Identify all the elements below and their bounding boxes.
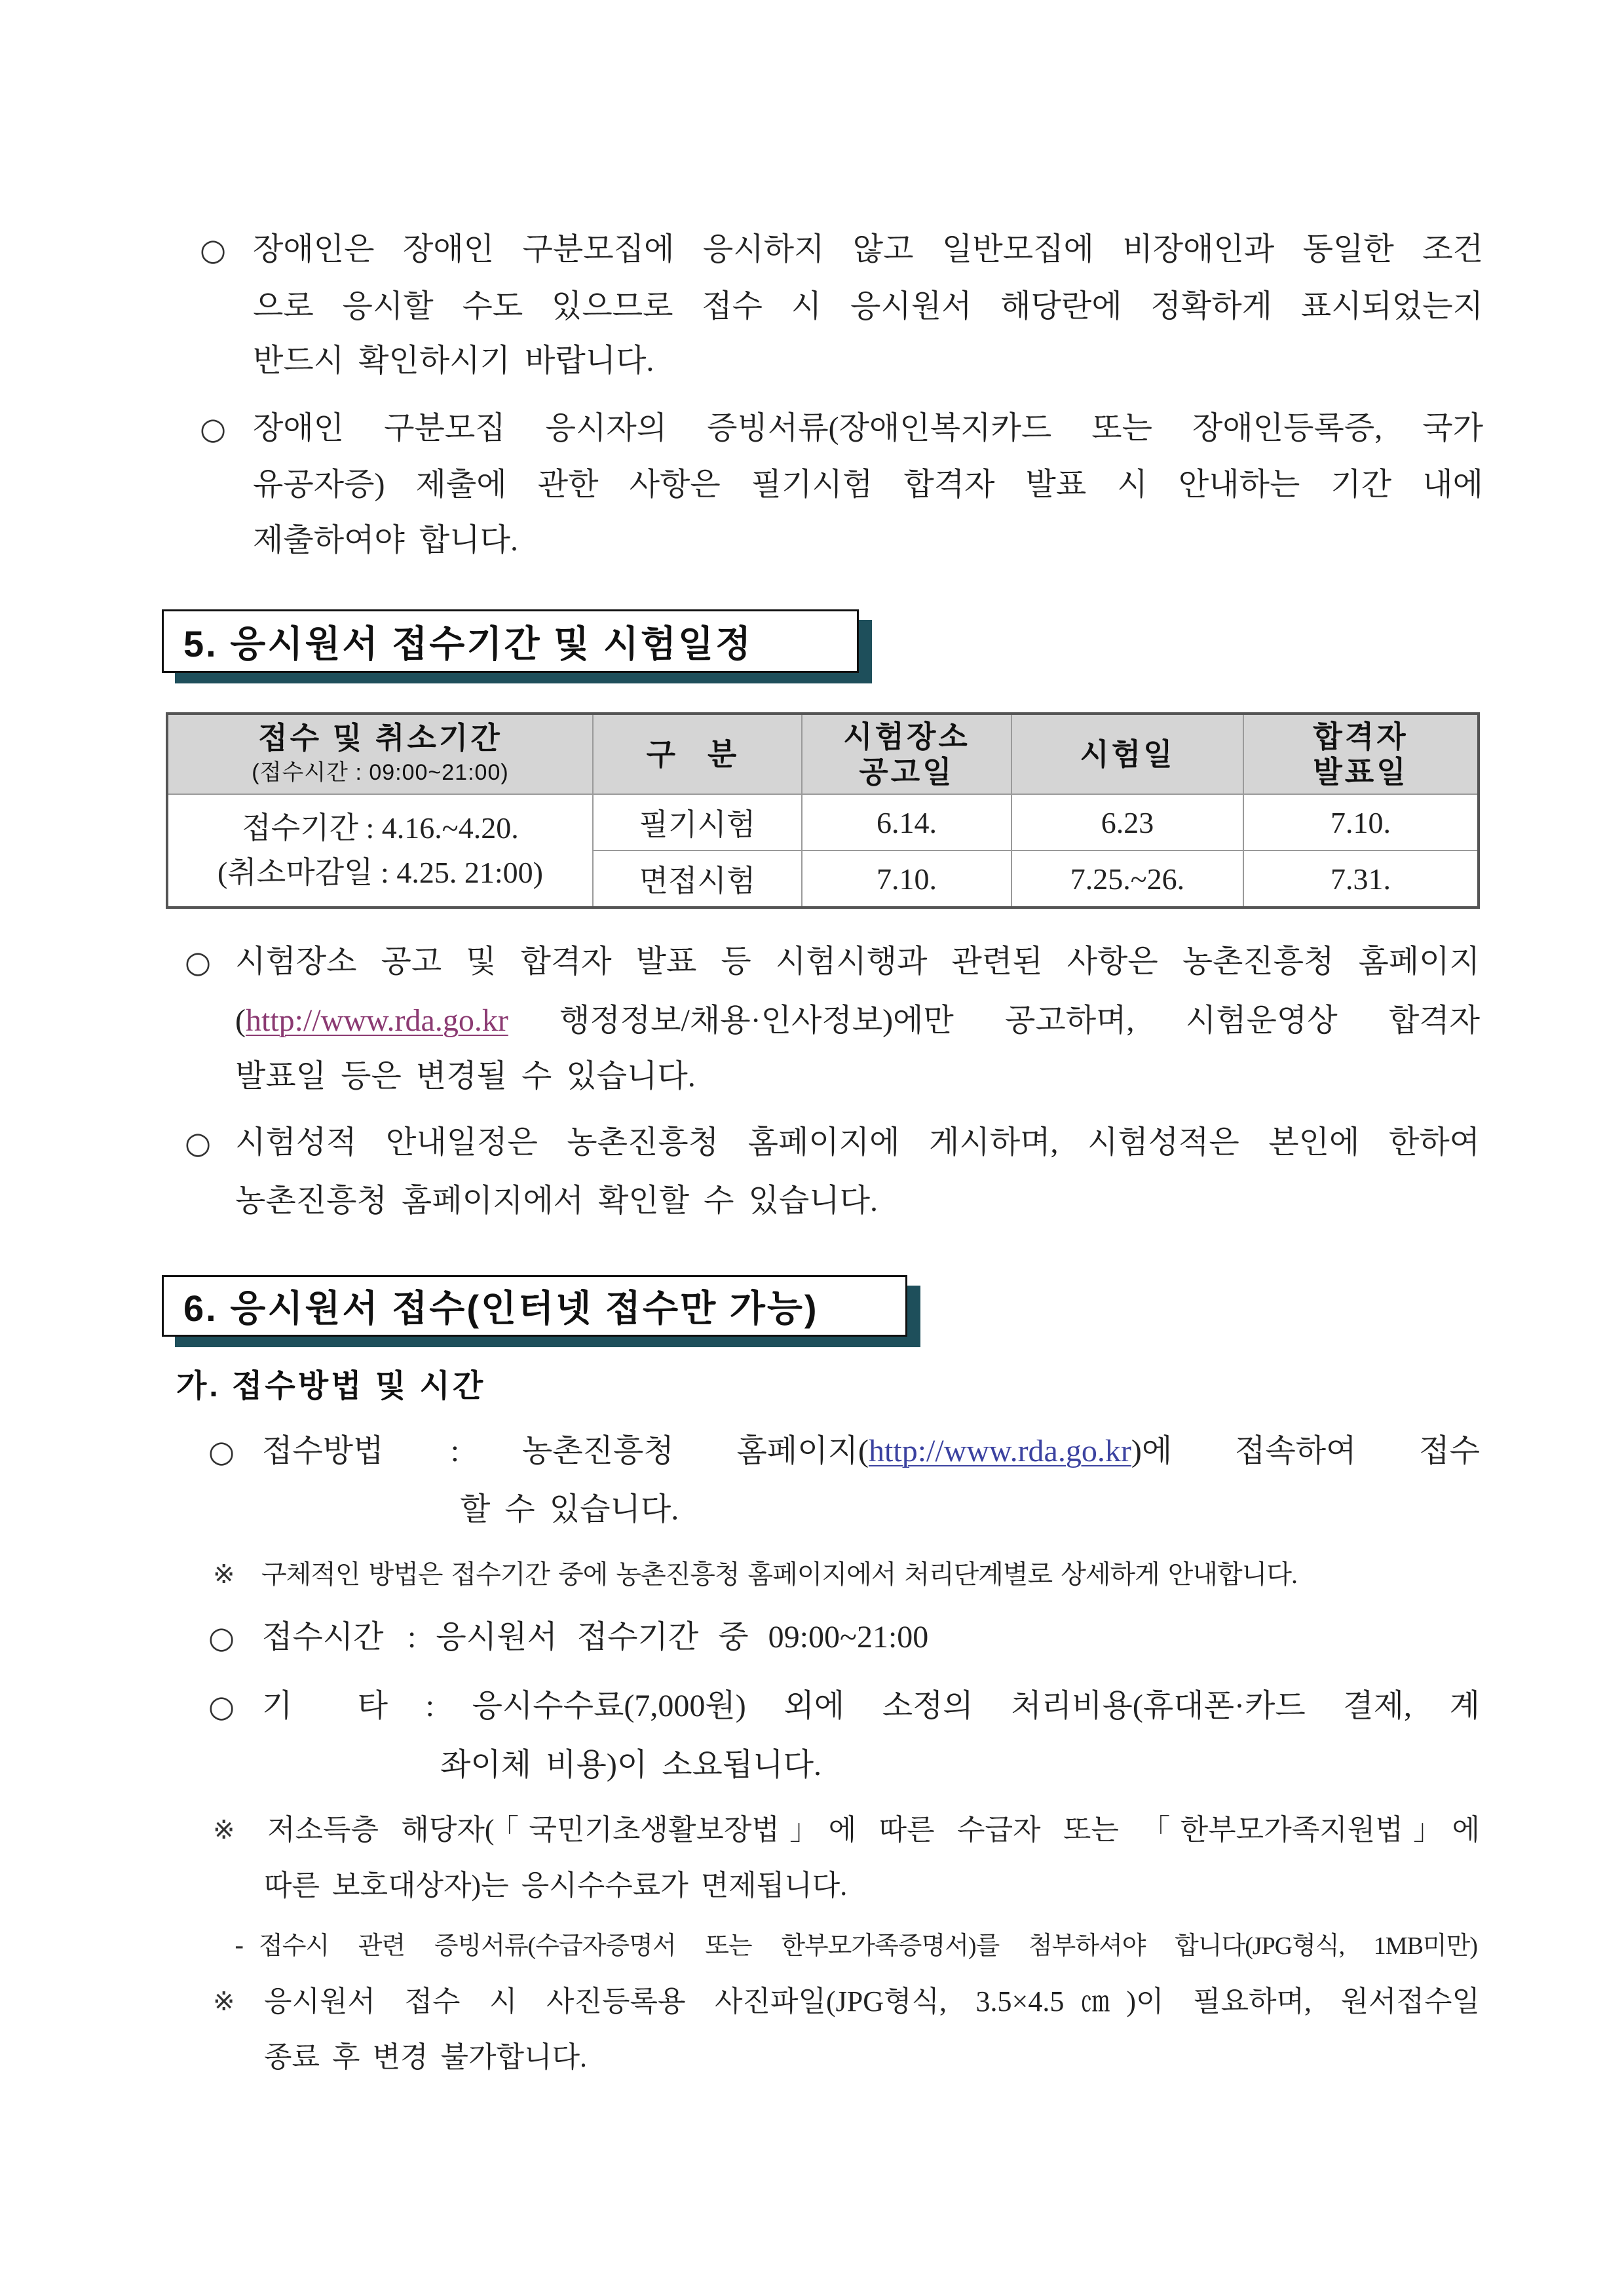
cancellation-deadline: (취소마감일 : 4.25. 21:00) <box>217 856 543 889</box>
header-venue-notice-line2: 공고일 <box>859 755 954 789</box>
schedule-table <box>166 712 1480 909</box>
bullet-marker: ○ <box>200 411 227 446</box>
hours-line <box>262 1618 1179 1657</box>
method-label: 접수방법 <box>262 1434 384 1468</box>
hours-label: 접수시간 <box>262 1620 384 1655</box>
bullet-marker: ○ <box>208 1620 235 1655</box>
bullet-marker: ○ <box>185 944 212 980</box>
method-text: )에 접속하여 접수 <box>1131 1434 1480 1468</box>
header-type <box>593 714 802 794</box>
dash-marker: - <box>235 1931 244 1961</box>
fee-exemption-note-line: 따른 보호대상자)는 응시수수료가 면제됩니다. <box>264 1869 848 1902</box>
hours-text: 응시원서 접수기간 중 09:00~21:00 <box>436 1620 929 1655</box>
section-6-heading: 6. 응시원서 접수(인터넷 접수만 가능) <box>183 1288 819 1329</box>
exam-date-cell: 7.25.~26. <box>1011 851 1243 908</box>
reference-mark: ※ <box>213 1559 235 1590</box>
notice-line: 시험장소 공고 및 합격자 발표 등 시험시행과 관련된 사항은 농촌진흥청 홈페이지 <box>235 944 1480 979</box>
notice-line: 장애인은 장애인 구분모집에 응시하지 않고 일반모집에 비장애인과 동일한 조건 <box>253 232 1483 267</box>
paren-open: ( <box>235 1003 246 1038</box>
rda-homepage-link[interactable]: http://www.rda.go.kr <box>869 1434 1131 1468</box>
notice-line: 시험성적 안내일정은 농촌진흥청 홈페이지에 게시하며, 시험성적은 본인에 한하여 <box>235 1125 1480 1160</box>
table-row <box>167 794 1479 851</box>
method-line-continued: 할 수 있습니다. <box>460 1492 679 1527</box>
exam-type-cell: 면접시험 <box>593 851 802 908</box>
header-venue-notice <box>802 714 1011 794</box>
header-type-label: 구 분 <box>646 737 749 771</box>
other-text: 응시수수료(7,000원) 외에 소정의 처리비용(휴대폰·카드 결제, 계 <box>472 1689 1480 1723</box>
header-exam-date <box>1011 714 1243 794</box>
method-text: 농촌진흥청 홈페이지( <box>521 1434 869 1468</box>
other-line-continued: 좌이체 비용)이 소요됩니다. <box>440 1748 822 1782</box>
reference-mark: ※ <box>213 1815 235 1845</box>
bullet-marker: ○ <box>185 1125 212 1160</box>
photo-note-line: 종료 후 변경 불가합니다. <box>264 2041 588 2073</box>
exam-type-cell: 필기시험 <box>593 794 802 851</box>
bullet-marker: ○ <box>200 232 227 267</box>
header-result-date <box>1243 714 1479 794</box>
photo-note-line: 응시원서 접수 시 사진등록용 사진파일(JPG형식, 3.5×4.5㎝)이 필요하며, 원서접수일 <box>264 1985 1480 2018</box>
separator: : <box>388 1434 522 1468</box>
section-5-heading: 5. 응시원서 접수기간 및 시험일정 <box>183 622 753 664</box>
section-5-heading-box <box>162 609 859 673</box>
result-date-cell: 7.31. <box>1243 851 1479 908</box>
fee-exemption-note-line: 저소득층 해당자(「국민기초생활보장법」에 따른 수급자 또는 「한부모가족지원법」에 <box>267 1814 1480 1846</box>
header-exam-date-label: 시험일 <box>1080 737 1175 771</box>
header-period-hours: (접수시간 : 09:00~21:00) <box>252 760 509 785</box>
header-result-date-line1: 합격자 <box>1313 719 1408 754</box>
evidence-note: 접수시 관련 증빙서류(수급자증명서 또는 한부모가족증명서)를 첨부하셔야 합니다(JPG형식, 1MB미만) <box>259 1932 1477 1960</box>
notice-line: 유공자증) 제출에 관한 사항은 필기시험 합격자 발표 시 안내하는 기간 내에 <box>253 467 1483 502</box>
section-6-heading-box <box>162 1275 907 1337</box>
application-period: 접수기간 : 4.16.~4.20. <box>242 811 519 845</box>
notice-line: 장애인 구분모집 응시자의 증빙서류(장애인복지카드 또는 장애인등록증, 국가 <box>253 411 1483 446</box>
notice-line: 농촌진흥청 홈페이지에서 확인할 수 있습니다. <box>235 1183 878 1218</box>
notice-line: 으로 응시할 수도 있으므로 접수 시 응시원서 해당란에 정확하게 표시되었는지 <box>253 289 1483 324</box>
period-cell <box>167 794 593 908</box>
method-note: 구체적인 방법은 접수기간 중에 농촌진흥청 홈페이지에서 처리단계별로 상세하게 안내합니다. <box>261 1559 1297 1589</box>
result-date-cell: 7.10. <box>1243 794 1479 851</box>
notice-text: 행정정보/채용·인사정보)에만 공고하며, 시험운영상 합격자 <box>508 1003 1480 1038</box>
notice-line: 발표일 등은 변경될 수 있습니다. <box>235 1059 696 1094</box>
other-label: 기 타 <box>262 1689 388 1723</box>
bullet-marker: ○ <box>208 1434 235 1469</box>
separator: : <box>388 1689 472 1723</box>
rda-homepage-link[interactable]: http://www.rda.go.kr <box>245 1003 508 1038</box>
exam-date-cell: 6.23 <box>1011 794 1243 851</box>
venue-notice-cell: 6.14. <box>802 794 1011 851</box>
notice-line: 반드시 확인하시기 바랍니다. <box>253 343 654 378</box>
subheading: 가. 접수방법 및 시간 <box>176 1369 486 1404</box>
header-result-date-line2: 발표일 <box>1313 755 1408 789</box>
bullet-marker: ○ <box>208 1689 235 1724</box>
notice-line: 제출하여야 합니다. <box>253 523 518 558</box>
header-period <box>167 714 593 794</box>
method-line <box>262 1432 1480 1471</box>
header-period-title: 접수 및 취소기간 <box>258 721 502 755</box>
venue-notice-cell: 7.10. <box>802 851 1011 908</box>
other-line <box>262 1687 1480 1726</box>
separator: : <box>388 1620 436 1655</box>
table-header-row <box>167 714 1479 794</box>
reference-mark: ※ <box>213 1987 235 2017</box>
header-venue-notice-line1: 시험장소 <box>843 719 970 754</box>
notice-line-with-link <box>235 1001 1480 1041</box>
